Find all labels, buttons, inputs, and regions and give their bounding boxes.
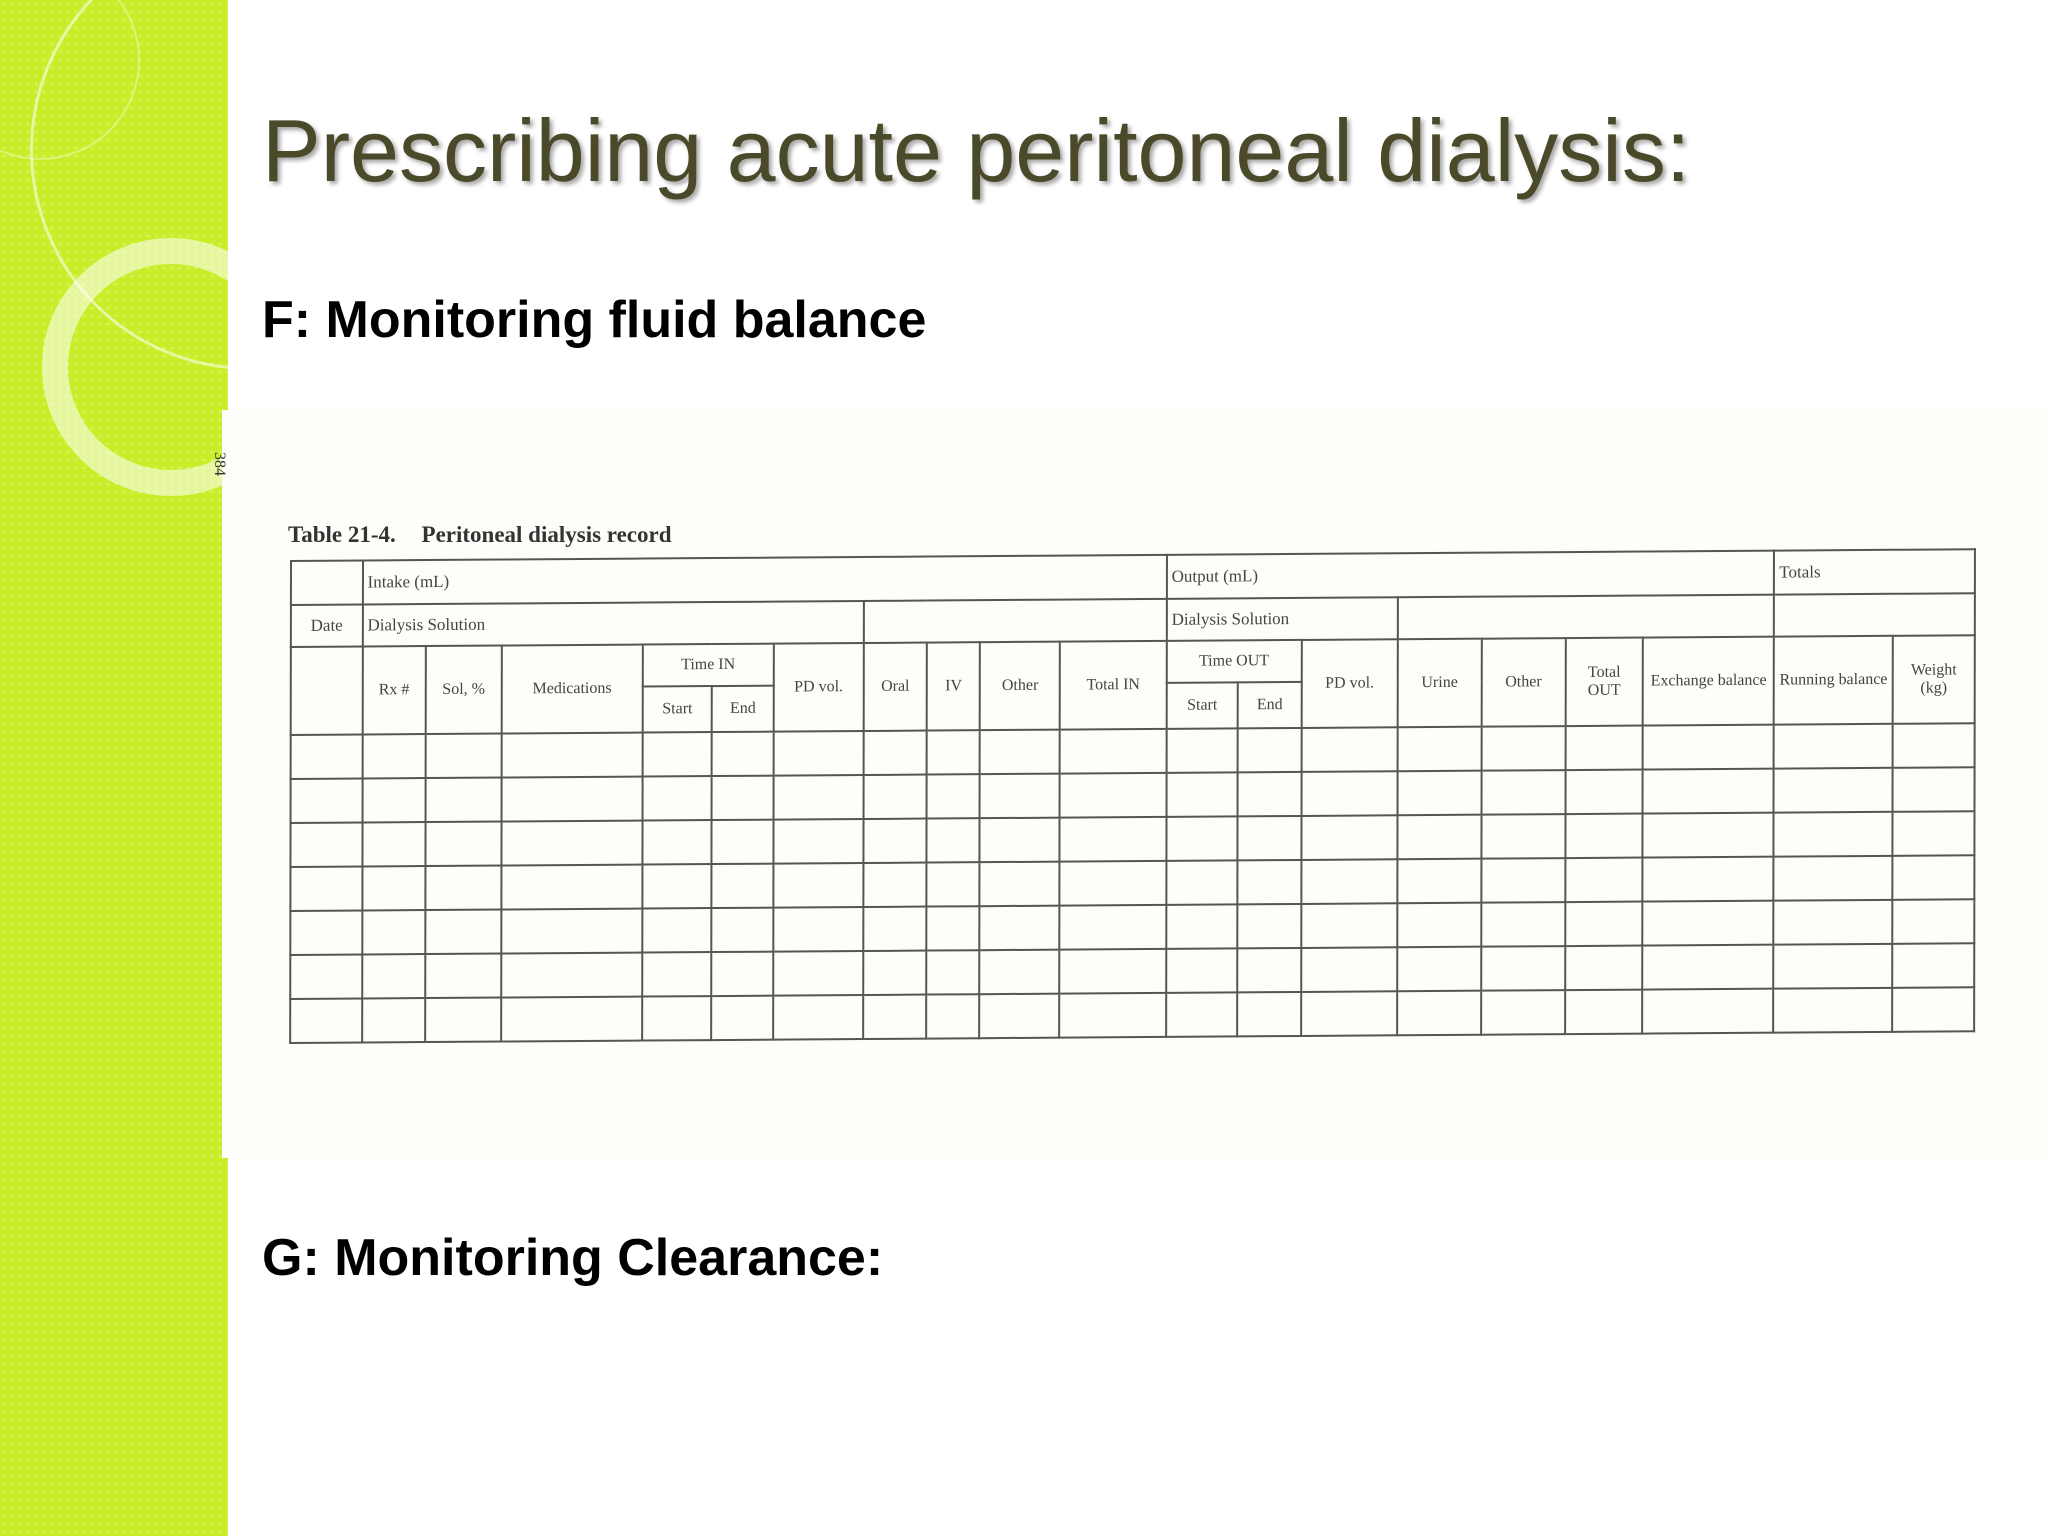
table-cell	[501, 909, 642, 954]
table-cell	[290, 955, 362, 1000]
table-cell	[1397, 815, 1481, 860]
table-cell	[712, 996, 773, 1040]
header-weight: Weight (kg)	[1893, 635, 1975, 724]
table-cell	[1565, 726, 1643, 771]
table-cell	[863, 951, 926, 995]
section-heading-clearance: G: Monitoring Clearance:	[262, 1229, 884, 1287]
table-cell	[980, 950, 1060, 995]
table-cell	[1397, 991, 1481, 1036]
table-cell	[1892, 987, 1974, 1032]
header-out-pd-vol: PD vol.	[1301, 639, 1397, 728]
table-cell	[863, 995, 926, 1039]
header-urine: Urine	[1398, 639, 1482, 728]
table-cell	[362, 866, 425, 910]
table-cell	[291, 779, 363, 824]
table-cell	[425, 910, 501, 955]
table-cell	[501, 865, 642, 910]
table-cell	[1481, 990, 1565, 1035]
table-cell	[1166, 860, 1238, 905]
header-sol: Sol, %	[426, 646, 502, 735]
table-cell	[1565, 858, 1643, 903]
table-cell	[642, 952, 712, 996]
table-cell	[980, 994, 1060, 1039]
table-cell	[642, 908, 712, 952]
table-cell	[1301, 815, 1397, 860]
table-cell	[425, 954, 501, 999]
table-cell	[1565, 814, 1643, 859]
table-cell	[773, 819, 863, 864]
header-output: Output (mL)	[1167, 551, 1775, 599]
header-in-end: End	[712, 686, 773, 732]
table-cell	[980, 818, 1060, 863]
table-cell	[426, 778, 502, 823]
table-cell	[1059, 949, 1166, 994]
table-cell	[1397, 903, 1481, 948]
table-cell	[1774, 812, 1893, 857]
table-cell	[642, 732, 712, 776]
header-out-end: End	[1238, 682, 1302, 728]
header-date: Date	[291, 604, 363, 647]
table-cell	[1060, 817, 1167, 862]
header-running-balance: Running balance	[1774, 636, 1893, 725]
table-cell	[1892, 943, 1974, 988]
table-cell	[1238, 816, 1301, 860]
table-cell	[1166, 728, 1238, 773]
peritoneal-dialysis-record-table	[289, 548, 1976, 1044]
table-cell	[712, 776, 773, 820]
table-cell	[1166, 904, 1238, 949]
table-body	[290, 723, 1974, 1043]
table-cell	[1238, 728, 1301, 772]
table-cell	[642, 820, 712, 864]
table-cell	[362, 954, 425, 998]
table-cell	[1643, 769, 1774, 814]
table-cell	[712, 820, 773, 864]
header-in-start: Start	[643, 686, 713, 732]
table-cell	[1301, 771, 1397, 816]
table-cell	[362, 910, 425, 954]
table-cell	[1481, 770, 1565, 815]
table-cell	[501, 777, 642, 822]
table-cell	[425, 998, 501, 1043]
table-cell	[927, 730, 980, 774]
table-cell	[773, 731, 863, 776]
table-cell	[1238, 860, 1301, 904]
table-cell	[1059, 993, 1166, 1038]
header-cell	[864, 599, 1167, 643]
table-cell	[1481, 946, 1565, 991]
table-cell	[1565, 902, 1643, 947]
table-cell	[1238, 772, 1301, 816]
table-cell	[1643, 989, 1774, 1034]
table-cell	[1301, 947, 1397, 992]
table-cell	[1166, 948, 1238, 993]
table-caption	[288, 522, 672, 548]
scanned-table-image	[211, 410, 2048, 1158]
header-in-pd-vol: PD vol.	[774, 643, 864, 732]
table-cell	[863, 863, 926, 907]
table-cell	[1774, 724, 1893, 769]
table-cell	[501, 997, 642, 1042]
table-cell	[1237, 992, 1300, 1036]
header-iv: IV	[927, 642, 980, 730]
table-cell	[863, 775, 926, 819]
table-cell	[712, 908, 773, 952]
header-cell	[1398, 595, 1775, 640]
header-time-in: Time IN	[643, 644, 774, 687]
header-intake-dialysis-solution: Dialysis Solution	[362, 601, 863, 647]
table-cell	[863, 907, 926, 951]
table-cell	[1397, 859, 1481, 904]
table-cell	[1238, 904, 1301, 948]
header-out-other: Other	[1481, 638, 1565, 727]
table-caption-number: Table 21-4.	[288, 522, 396, 547]
table-cell	[773, 907, 863, 952]
table-cell	[426, 734, 502, 779]
table-cell	[863, 819, 926, 863]
table-cell	[712, 864, 773, 908]
table-cell	[1301, 859, 1397, 904]
header-cell	[291, 560, 363, 605]
table-cell	[1643, 813, 1774, 858]
table-cell	[1301, 903, 1397, 948]
header-exchange-balance: Exchange balance	[1643, 637, 1774, 726]
table-cell	[1166, 772, 1238, 817]
table-cell	[927, 906, 980, 950]
table-cell	[1301, 727, 1397, 772]
table-cell	[290, 867, 362, 912]
table-cell	[773, 863, 863, 908]
table-cell	[1060, 861, 1167, 906]
table-cell	[642, 996, 712, 1040]
table-cell	[362, 822, 425, 866]
table-cell	[927, 818, 980, 862]
table-cell	[773, 995, 863, 1040]
table-cell	[927, 862, 980, 906]
table-cell	[1060, 905, 1167, 950]
header-oral: Oral	[864, 643, 928, 731]
section-heading-fluid-balance: F: Monitoring fluid balance	[262, 291, 927, 349]
slide-title: Prescribing acute peritoneal dialysis:	[262, 101, 1691, 200]
table-cell	[1397, 771, 1481, 816]
table-cell	[1774, 856, 1893, 901]
table-cell	[712, 732, 773, 776]
table-cell	[712, 952, 773, 996]
header-output-dialysis-solution: Dialysis Solution	[1167, 597, 1398, 641]
table-cell	[1060, 729, 1167, 774]
table-cell	[290, 999, 362, 1044]
table-caption-title: Peritoneal dialysis record	[421, 522, 672, 547]
table-cell	[980, 906, 1060, 951]
decorative-sidebar	[0, 0, 228, 1536]
header-rx: Rx #	[362, 646, 426, 734]
table-cell	[1397, 947, 1481, 992]
table-cell	[291, 734, 363, 779]
table-cell	[501, 733, 642, 778]
table-cell	[1397, 727, 1481, 772]
table-cell	[773, 951, 863, 996]
table-cell	[362, 734, 425, 778]
header-total-out: Total OUT	[1565, 638, 1643, 727]
table-cell	[501, 953, 642, 998]
header-medications: Medications	[501, 645, 642, 734]
table-cell	[1774, 900, 1893, 945]
table-cell	[1643, 857, 1774, 902]
table-cell	[1481, 902, 1565, 947]
table-cell	[980, 774, 1060, 819]
table-cell	[1565, 990, 1643, 1035]
table-cell	[1565, 770, 1643, 815]
table-cell	[1481, 814, 1565, 859]
table-cell	[926, 950, 979, 994]
table-cell	[926, 994, 979, 1038]
table-cell	[1892, 811, 1974, 856]
table-cell	[290, 911, 362, 956]
table-cell	[1166, 992, 1238, 1037]
header-cell	[291, 646, 363, 735]
table-cell	[1166, 816, 1238, 861]
table-cell	[1892, 899, 1974, 944]
table-cell	[1565, 946, 1643, 991]
table-cell	[642, 776, 712, 820]
table-cell	[1301, 991, 1397, 1036]
table-cell	[927, 774, 980, 818]
table-cell	[1774, 944, 1893, 989]
table-cell	[362, 778, 425, 822]
page-number: 384	[211, 452, 228, 476]
table-cell	[425, 822, 501, 867]
table-cell	[1774, 768, 1893, 813]
header-out-start: Start	[1166, 682, 1238, 729]
header-totals: Totals	[1774, 549, 1975, 594]
table-cell	[1481, 858, 1565, 903]
table-cell	[501, 821, 642, 866]
table-cell	[642, 864, 712, 908]
table-cell	[1481, 726, 1565, 771]
table-cell	[980, 862, 1060, 907]
table-cell	[1643, 725, 1774, 770]
header-time-out: Time OUT	[1166, 640, 1301, 683]
header-total-in: Total IN	[1060, 641, 1167, 730]
table-cell	[1892, 855, 1974, 900]
table-cell	[1893, 767, 1975, 812]
table-cell	[1643, 945, 1774, 990]
header-intake: Intake (mL)	[363, 555, 1167, 605]
table-cell	[362, 998, 425, 1042]
table-cell	[290, 823, 362, 868]
table-cell	[980, 730, 1060, 775]
table-cell	[425, 866, 501, 911]
table-cell	[863, 731, 926, 775]
table-cell	[1060, 773, 1167, 818]
table-cell	[1773, 988, 1892, 1033]
table-cell	[1893, 723, 1975, 768]
table-cell	[1643, 901, 1774, 946]
table-cell	[1238, 948, 1301, 992]
header-cell	[1774, 593, 1975, 636]
table-cell	[773, 775, 863, 820]
header-in-other: Other	[980, 642, 1060, 731]
